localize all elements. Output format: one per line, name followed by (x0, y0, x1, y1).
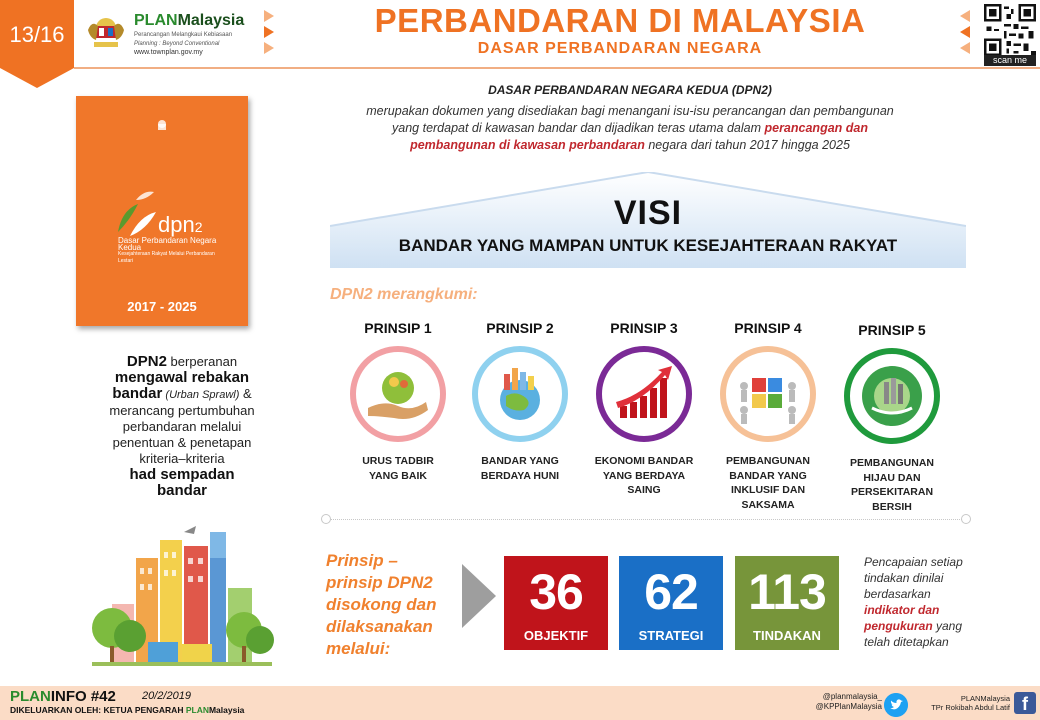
principle-desc-line-1: PEMBANGUNAN (726, 455, 810, 467)
puzzle-people-icon (734, 360, 802, 428)
achievement-line-4: indikator dan (864, 603, 940, 617)
facebook-handles (880, 694, 1010, 712)
role-line-8-bold: had sempadan (129, 466, 235, 483)
chevron-decoration-icon (952, 8, 972, 58)
principle-desc-line-2: BERDAYA HUNI (480, 469, 560, 482)
support-line-3: disokong dan (326, 595, 437, 614)
book-logo-text (158, 212, 203, 238)
page-title: PERBANDARAN DI MALAYSIA (374, 2, 866, 39)
footer-issuer-rest: Malaysia (208, 705, 245, 715)
stat-label: TINDAKAN (753, 628, 821, 643)
stat-actions (735, 556, 839, 650)
role-line-3-italic: (Urban Sprawl) (162, 389, 240, 401)
qr-code-label: scan me (984, 55, 1036, 66)
achievement-line-1: Pencapaian setiap (864, 555, 963, 569)
role-line-3-rest: & (239, 386, 252, 401)
support-line-4: dilaksanakan (326, 617, 433, 636)
footer-issue-rest: INFO #42 (50, 688, 116, 705)
role-line-3-bold: bandar (112, 385, 163, 402)
role-line-1-bold: DPN2 (126, 353, 167, 370)
principle-ring (844, 348, 940, 444)
principle-desc-line-1: BANDAR YANG (481, 455, 559, 467)
stat-label: STRATEGI (638, 628, 704, 643)
principle-ring (472, 346, 568, 442)
intro-line-3-highlight: pembangunan di kawasan perbandaran (410, 138, 645, 152)
principle-label: PRINSIP 1 (364, 320, 432, 336)
book-subtitle (118, 237, 228, 265)
page-subtitle: DASAR PERBANDARAN NEGARA (477, 40, 763, 57)
hand-globe-icon (364, 360, 432, 428)
summary-label: DPN2 merangkumi: (330, 286, 478, 303)
org-name (134, 12, 264, 30)
vision-statement: BANDAR YANG MAMPAN UNTUK KESEJAHTERAAN RAKYAT (398, 236, 898, 255)
twitter-handle[interactable]: @KPPlanMalaysia (815, 702, 882, 711)
principle-desc-line-1: URUS TADBIR (362, 455, 434, 467)
support-statement (326, 550, 466, 660)
intro-line-3-text: negara dari tahun 2017 hingga 2025 (644, 138, 850, 152)
principle-desc-line-3: PERSEKITARAN (850, 486, 934, 498)
footer-date: 20/2/2019 (142, 690, 191, 702)
stat-value: 113 (748, 564, 826, 620)
intro-body (300, 103, 960, 154)
principle-4 (708, 320, 828, 512)
principle-description (584, 454, 704, 498)
book-crest-icon (154, 118, 170, 132)
role-line-8 (72, 467, 292, 483)
achievement-note (864, 554, 1000, 650)
role-line-1 (72, 354, 292, 370)
role-line-9 (72, 483, 292, 499)
principle-ring (350, 346, 446, 442)
principle-label: PRINSIP 2 (486, 320, 554, 336)
stat-value: 62 (644, 564, 698, 620)
achievement-line-2: tindakan dinilai (864, 571, 944, 585)
principle-description (708, 454, 828, 512)
org-logo (134, 12, 264, 56)
principle-ring (720, 346, 816, 442)
support-line-5: melalui: (326, 639, 391, 658)
qr-code-icon[interactable] (984, 4, 1036, 56)
principle-desc-line-2: YANG BAIK (369, 469, 427, 482)
principle-label: PRINSIP 3 (610, 320, 678, 336)
facebook-icon[interactable]: f (1014, 692, 1036, 714)
role-line-1-rest: berperanan (166, 354, 238, 369)
social-handles (700, 692, 882, 712)
book-subtitle-line-1: Dasar Perbandaran Negara Kedua (118, 236, 217, 252)
facebook-page-2[interactable]: TPr Rokibah Abdul Latif (931, 703, 1010, 712)
achievement-line-5 (864, 618, 1000, 634)
government-crest-icon (86, 14, 126, 50)
footer-issuer-accent: PLAN (185, 705, 209, 715)
principle-ring (596, 346, 692, 442)
principle-label: PRINSIP 4 (734, 320, 802, 336)
instagram-handle[interactable]: @planmalaysia_ (822, 692, 882, 701)
org-tagline-1: Perancangan Melangkaui Kebiasaan (134, 32, 233, 38)
principle-2 (460, 320, 580, 483)
role-line-9-bold: bandar (156, 482, 207, 499)
city-globe-icon (486, 360, 554, 428)
principle-desc-line-2: YANG BERDAYA (602, 469, 686, 482)
stat-label: OBJEKTIF (523, 628, 589, 643)
vision-title: VISI (613, 194, 683, 232)
achievement-line-5-rest: yang (932, 619, 963, 633)
role-line-4: merancang pertumbuhan (109, 403, 255, 418)
intro-line-1: merupakan dokumen yang disediakan bagi menangani isu-isu perancangan dan pembangunan (366, 104, 894, 118)
role-line-2 (72, 370, 292, 386)
book-years: 2017 - 2025 (127, 299, 197, 314)
growth-chart-icon (610, 360, 678, 428)
stat-objectives (504, 556, 608, 650)
footer-issue-number (10, 688, 116, 705)
section-divider (326, 519, 966, 520)
role-line-2-bold: mengawal rebakan (114, 369, 250, 386)
header-divider (74, 67, 1040, 69)
book-logo-word: dpn (158, 212, 195, 237)
role-line-5: perbandaran melalui (122, 419, 242, 434)
book-subtitle-line-2: Kesejahteraan Rakyat Melalui Perbandaran Lestari (118, 251, 215, 264)
intro-line-3 (300, 137, 960, 154)
principle-5 (832, 322, 952, 514)
facebook-page-1[interactable]: PLANMalaysia (960, 694, 1010, 703)
achievement-line-6: telah ditetapkan (864, 635, 949, 649)
arrow-right-icon (462, 564, 496, 628)
city-illustration-icon (72, 518, 292, 668)
footer-issue-accent: PLAN (10, 688, 51, 705)
intro-line-2-highlight: perancangan dan (764, 121, 868, 135)
principle-desc-line-1: EKONOMI BANDAR (594, 455, 694, 467)
stat-value: 36 (529, 564, 583, 620)
footer-issuer-prefix: DIKELUARKAN OLEH: KETUA PENGARAH (10, 705, 186, 715)
chevron-decoration-icon (262, 8, 282, 58)
achievement-line-5-highlight: pengukuran (864, 619, 933, 633)
divider-endpoint (321, 514, 331, 524)
footer-issuer (10, 705, 244, 715)
principle-desc-line-4: SAKSAMA (741, 498, 795, 511)
principle-desc-line-1: PEMBANGUNAN (850, 457, 934, 469)
org-name-accent: PLAN (134, 12, 178, 29)
principle-description (832, 456, 952, 514)
support-line-1: Prinsip – (326, 551, 398, 570)
principle-3 (584, 320, 704, 498)
intro-line-2-text: yang terdapat di kawasan bandar dan dijadikan teras utama dalam (392, 121, 765, 135)
principle-desc-line-2: BANDAR YANG (729, 469, 807, 482)
page-number: 13/16 (9, 22, 65, 47)
intro-title: DASAR PERBANDARAN NEGARA KEDUA (DPN2) (488, 83, 772, 97)
dpn2-role-description (72, 354, 292, 499)
principle-desc-line-3: SAING (627, 484, 661, 496)
org-name-rest: Malaysia (177, 12, 245, 29)
achievement-line-3: berdasarkan (864, 587, 931, 601)
org-url[interactable]: www.townplan.gov.my (134, 49, 203, 56)
support-line-2: prinsip DPN2 (326, 573, 433, 592)
divider-endpoint (961, 514, 971, 524)
org-tagline-2: Planning : Beyond Conventional (134, 41, 220, 47)
principle-label: PRINSIP 5 (858, 322, 926, 338)
book-logo-number: 2 (194, 219, 203, 235)
principle-desc-line-4: BERSIH (872, 500, 912, 513)
role-line-6: penentuan & penetapan (112, 435, 252, 450)
intro-line-2 (300, 120, 960, 137)
principle-desc-line-2: HIJAU DAN (863, 471, 921, 484)
role-line-7: kriteria–kriteria (139, 451, 225, 466)
principle-description (338, 454, 458, 483)
principle-1 (338, 320, 458, 483)
role-line-3 (72, 386, 292, 403)
stat-strategies (619, 556, 723, 650)
principle-desc-line-3: INKLUSIF DAN (730, 484, 806, 496)
dpn2-book-cover (76, 96, 248, 326)
green-city-globe-icon (858, 362, 926, 430)
principle-description (460, 454, 580, 483)
